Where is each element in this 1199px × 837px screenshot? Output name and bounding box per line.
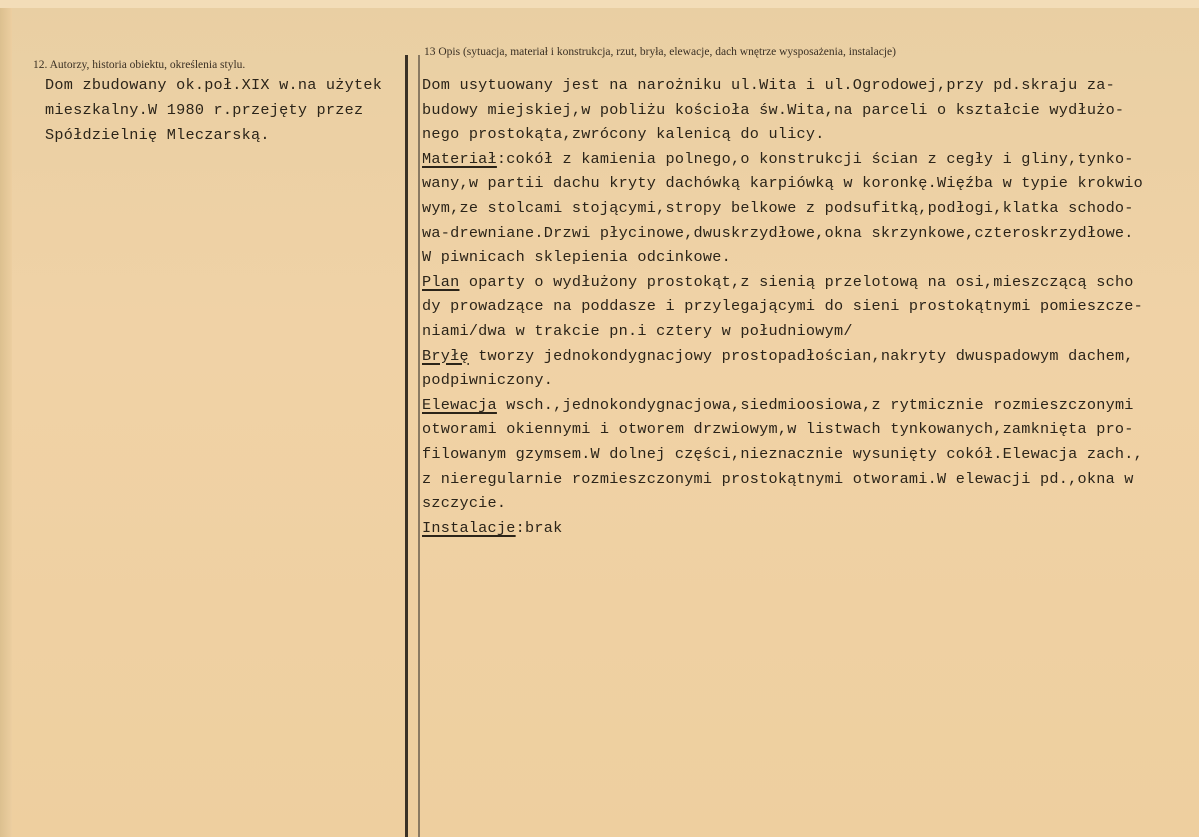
- line-text: tworzy jednokondygnacjowy prostopadłościan,nakryty dwuspadowym dachem,: [468, 346, 1134, 365]
- underlined-heading: Materiał: [422, 149, 497, 168]
- section-12-line: mieszkalny.W 1980 r.przejęty przez: [45, 101, 364, 119]
- section-13-line: [422, 147, 1134, 172]
- line-text: niami/dwa w trakcie pn.i cztery w południowym/: [422, 322, 853, 340]
- section-13-line: [422, 516, 562, 541]
- section-12-line: Spółdzielnię Mleczarską.: [45, 126, 270, 144]
- section-13-line: [422, 171, 1143, 196]
- column-divider: [405, 55, 408, 837]
- section-12-line: Dom zbudowany ok.poł.XIX w.na użytek: [45, 76, 383, 94]
- section-13-line: [422, 417, 1134, 442]
- section-13-line: [422, 467, 1134, 492]
- line-text: wany,w partii dachu kryty dachówką karpiówką w koronkę.Więźba w typie krokwio: [422, 174, 1144, 193]
- line-text: wsch.,jednokondygnacjowa,siedmioosiowa,z rytmicznie rozmieszczonymi: [496, 395, 1134, 414]
- line-text: z nieregularnie rozmieszczonymi prostokątnymi otworami.W elewacji pd.,okna w: [422, 469, 1134, 488]
- section-13-line: [422, 344, 1134, 369]
- line-text: oparty o wydłużony prostokąt,z sienią przelotową na osi,mieszczącą scho: [459, 272, 1134, 291]
- underlined-heading: Elewacja: [422, 395, 497, 414]
- line-text: :cokół z kamienia polnego,o konstrukcji ścian z cegły i gliny,tynko-: [496, 149, 1134, 168]
- line-text: szczycie.: [422, 494, 507, 513]
- section-13-line: [422, 319, 853, 344]
- card-edge: [0, 0, 12, 837]
- section-13-line: [422, 294, 1143, 319]
- section-13-line: [422, 368, 553, 393]
- section-13-label: 13 Opis (sytuacja, materiał i konstrukcja, rzut, bryła, elewacje, dach wnętrze wysposażenia, instalacje): [424, 46, 896, 58]
- section-13-line: [422, 122, 825, 147]
- line-text: podpiwniczony.: [422, 371, 554, 390]
- section-12-label: 12. Autorzy, historia obiektu, określenia stylu.: [33, 59, 246, 71]
- section-13-line: [422, 245, 731, 270]
- line-text: filowanym gzymsem.W dolnej części,nieznacznie wysunięty cokół.Elewacja zach.,: [422, 445, 1144, 463]
- underlined-heading: Bryłę: [422, 346, 469, 365]
- section-13-line: [422, 98, 1124, 123]
- underlined-heading: Instalacje: [422, 518, 516, 537]
- section-13-line: [422, 73, 1115, 98]
- underlined-heading: Plan: [422, 272, 460, 291]
- section-13-line: [422, 393, 1134, 418]
- line-text: budowy miejskiej,w pobliżu kościoła św.Wita,na parceli o kształcie wydłużo-: [422, 100, 1125, 119]
- column-divider-secondary: [418, 55, 420, 837]
- line-text: wym,ze stolcami stojącymi,stropy belkowe z podsufitką,podłogi,klatka schodo-: [422, 199, 1134, 217]
- line-text: dy prowadzące na poddasze i przylegającymi do sieni prostokątnymi pomieszcze-: [422, 297, 1144, 316]
- card-top-band: [0, 0, 1199, 8]
- section-13-line: [422, 221, 1134, 246]
- line-text: :brak: [515, 518, 563, 537]
- section-13-line: [422, 270, 1134, 295]
- section-13-line: [422, 442, 1143, 467]
- line-text: otworami okiennymi i otworem drzwiowym,w listwach tynkowanych,zamknięta pro-: [422, 420, 1134, 439]
- line-text: nego prostokąta,zwrócony kalenicą do ulicy.: [422, 125, 825, 144]
- line-text: W piwnicach sklepienia odcinkowe.: [422, 248, 732, 267]
- section-12-text: [45, 73, 403, 153]
- line-text: Dom usytuowany jest na narożniku ul.Wita i ul.Ogrodowej,przy pd.skraju za-: [422, 76, 1115, 94]
- section-13-line: [422, 196, 1134, 221]
- section-13-text: [422, 73, 1192, 553]
- section-13-line: [422, 491, 506, 516]
- line-text: wa-drewniane.Drzwi płycinowe,dwuskrzydłowe,okna skrzynkowe,czteroskrzydłowe.: [422, 223, 1134, 242]
